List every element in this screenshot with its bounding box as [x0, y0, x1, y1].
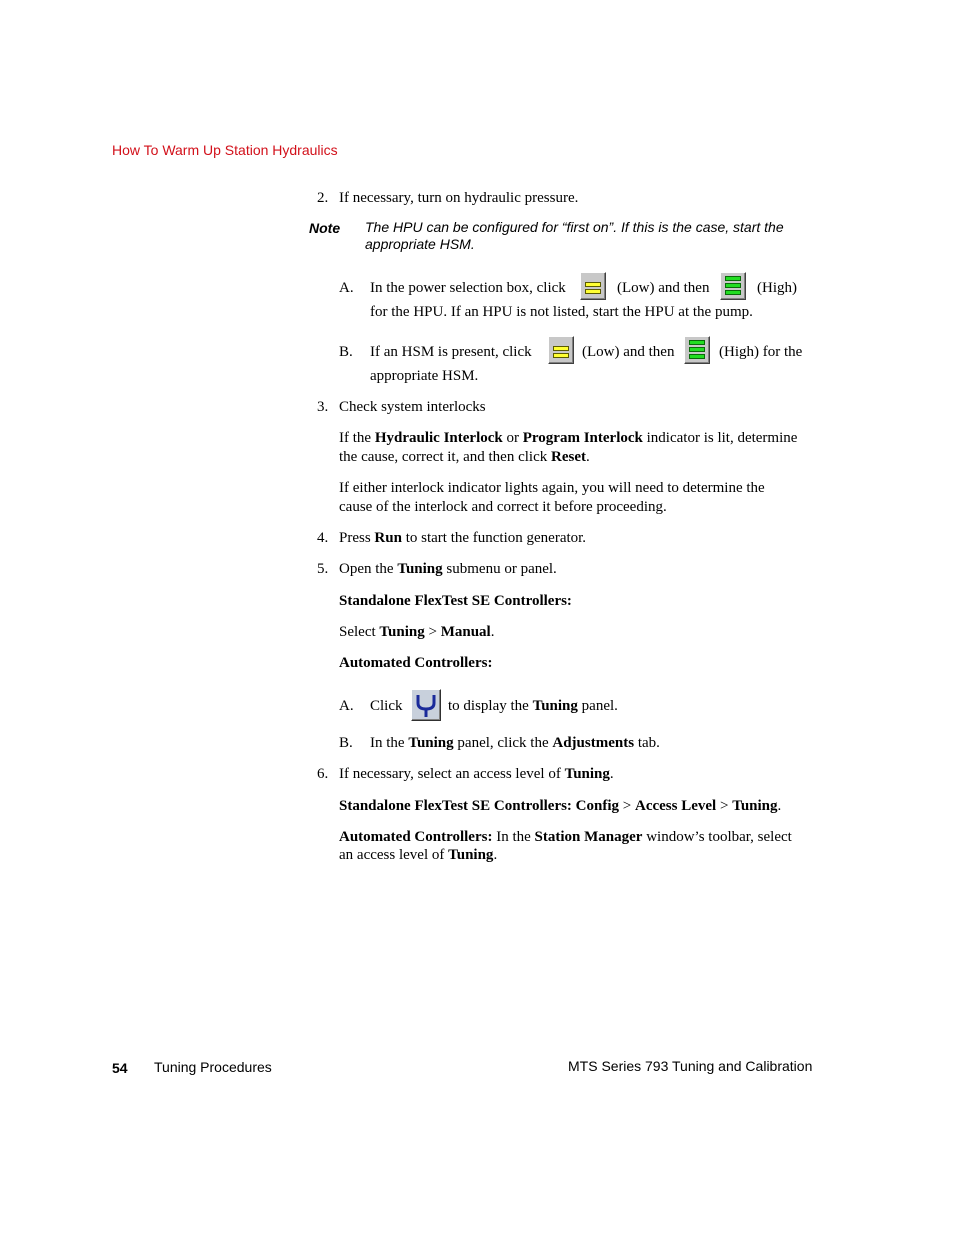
paragraph-line — [339, 623, 494, 641]
power-low-icon — [580, 272, 606, 300]
high-bar-2 — [725, 283, 741, 288]
substep-letter: A. — [339, 280, 354, 296]
paragraph-line: If either interlock indicator lights again, you will need to determine the — [339, 480, 765, 496]
ui-term: Tuning — [379, 624, 425, 640]
text-run: > — [424, 624, 441, 640]
low-bar-bottom — [553, 353, 569, 358]
ui-term: Automated Controllers: — [339, 829, 493, 845]
paragraph-line — [339, 797, 781, 815]
step-number: 2. — [317, 190, 329, 206]
substep-text: Click — [370, 698, 403, 714]
subheading-text: Automated Controllers: — [339, 655, 493, 671]
text-run: window’s toolbar, select — [642, 829, 792, 845]
high-bar-3 — [725, 290, 741, 295]
step-number: 5. — [317, 561, 329, 577]
text-run: or — [502, 430, 523, 446]
low-bar-top — [553, 346, 569, 351]
ui-term: Tuning — [408, 735, 454, 751]
ui-term: Access Level — [635, 798, 717, 814]
substep-text: for the HPU. If an HPU is not listed, start the HPU at the pump. — [370, 304, 753, 320]
subheading — [339, 592, 572, 610]
ui-term: Tuning — [397, 561, 443, 577]
text-run: an access level of — [339, 847, 449, 863]
substep-text — [370, 734, 660, 752]
page-number: 54 — [112, 1060, 128, 1076]
step-text — [339, 529, 586, 547]
text-run: > — [619, 798, 635, 814]
ui-term: Reset — [551, 449, 586, 465]
ui-term: Tuning — [564, 766, 610, 782]
text-run: If necessary, select an access level of — [339, 766, 565, 782]
text-run: to start the function generator. — [401, 530, 587, 546]
ui-term: Program Interlock — [522, 430, 643, 446]
ui-term: Tuning — [448, 847, 494, 863]
substep-letter: B. — [339, 735, 353, 751]
substep-text: (High) — [757, 280, 797, 296]
substep-text: (Low) and then — [582, 344, 675, 360]
step-number: 6. — [317, 766, 329, 782]
ui-term: Run — [374, 530, 402, 546]
text-run: submenu or panel. — [442, 561, 557, 577]
low-bar-bottom — [585, 289, 601, 294]
power-high-icon — [684, 336, 710, 364]
text-run: Press — [339, 530, 375, 546]
step-text — [339, 560, 557, 578]
ui-term: Tuning — [732, 798, 778, 814]
tuning-fork-icon — [411, 689, 441, 721]
power-low-icon — [548, 336, 574, 364]
step-number: 3. — [317, 399, 329, 415]
high-bar-3 — [689, 354, 705, 359]
substep-text: appropriate HSM. — [370, 368, 479, 384]
step-text: Check system interlocks — [339, 399, 486, 415]
tuning-fork-glyph — [412, 690, 440, 720]
text-run: In the — [492, 829, 535, 845]
step-text — [339, 765, 614, 783]
paragraph-line — [339, 429, 797, 447]
subheading-text: Standalone FlexTest SE Controllers: — [339, 593, 572, 609]
substep-letter: B. — [339, 344, 353, 360]
substep-text: In the power selection box, click — [370, 280, 566, 296]
paragraph-line — [339, 846, 497, 864]
substep-text: (High) for the — [719, 344, 803, 360]
substep-text: If an HSM is present, click — [370, 344, 532, 360]
ui-term: Station Manager — [534, 829, 643, 845]
paragraph-line — [339, 828, 792, 846]
ui-term: Tuning — [532, 698, 578, 714]
step-number: 4. — [317, 530, 329, 546]
ui-term: Manual — [440, 624, 491, 640]
text-run: If the — [339, 430, 375, 446]
text-run: . — [493, 847, 498, 863]
text-run: In the — [370, 735, 409, 751]
text-run: Open the — [339, 561, 398, 577]
power-high-icon — [720, 272, 746, 300]
text-run: panel. — [577, 698, 618, 714]
text-run: > — [716, 798, 733, 814]
text-run: tab. — [634, 735, 660, 751]
ui-term: Standalone FlexTest SE Controllers: Config — [339, 798, 620, 814]
substep-letter: A. — [339, 698, 354, 714]
text-run: the cause, correct it, and then click — [339, 449, 551, 465]
text-run: . — [609, 766, 614, 782]
note-text: The HPU can be configured for “first on”. If this is the case, start the appropriate HSM. — [365, 219, 784, 252]
high-bar-1 — [725, 276, 741, 281]
low-bar-top — [585, 282, 601, 287]
running-header: How To Warm Up Station Hydraulics — [112, 142, 338, 158]
text-run: . — [585, 449, 590, 465]
chapter-title: Tuning Procedures — [154, 1059, 272, 1075]
substep-text — [448, 697, 618, 715]
ui-term: Hydraulic Interlock — [374, 430, 503, 446]
step-text: If necessary, turn on hydraulic pressure. — [339, 190, 579, 206]
text-run: . — [490, 624, 495, 640]
text-run: indicator is lit, determine — [642, 430, 798, 446]
paragraph-line: cause of the interlock and correct it before proceeding. — [339, 499, 667, 515]
ui-term: Adjustments — [552, 735, 635, 751]
paragraph-line — [339, 448, 590, 466]
text-run: panel, click the — [453, 735, 553, 751]
text-run: . — [777, 798, 782, 814]
subheading — [339, 654, 492, 672]
book-title: MTS Series 793 Tuning and Calibration — [568, 1058, 813, 1074]
text-run: to display the — [448, 698, 533, 714]
text-run: Select — [339, 624, 380, 640]
substep-text: (Low) and then — [617, 280, 710, 296]
note-label: Note — [309, 220, 341, 236]
high-bar-1 — [689, 340, 705, 345]
high-bar-2 — [689, 347, 705, 352]
